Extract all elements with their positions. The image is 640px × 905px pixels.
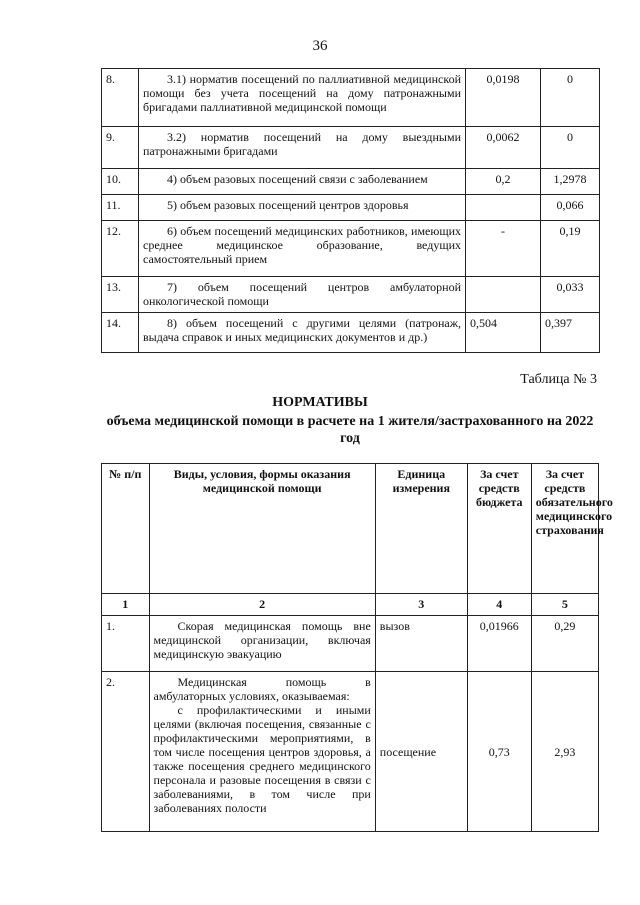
row-description: 8) объем посещений с другими целями (патронаж, выдача справок и иных медицинских документов и др.) xyxy=(139,313,466,353)
row-number: 11. xyxy=(102,195,139,221)
value-budget xyxy=(466,195,541,221)
row-description: Скорая медицинская помощь вне медицинской организации, включая медицинскую эвакуацию xyxy=(149,616,375,672)
value-budget: 0,2 xyxy=(466,169,541,195)
table-row xyxy=(102,313,600,353)
index-cell: 1 xyxy=(102,594,150,616)
row-number: 1. xyxy=(102,616,150,672)
header-budget: За счет средств бюджета xyxy=(467,464,531,594)
value-oms: 0,066 xyxy=(541,195,600,221)
row-description: 7) объем посещений центров амбулаторной онкологической помощи xyxy=(139,277,466,313)
value-budget xyxy=(466,277,541,313)
index-cell: 3 xyxy=(375,594,467,616)
table-row xyxy=(102,169,600,195)
row-unit: вызов xyxy=(375,616,467,672)
top-table xyxy=(101,68,600,353)
header-type: Виды, условия, формы оказания медицинской помощи xyxy=(149,464,375,594)
row-description: 3.2) норматив посещений на дому выездными патронажными бригадами xyxy=(139,127,466,169)
row-description-intro: Медицинская помощь в амбулаторных условиях, оказываемая: xyxy=(153,675,371,703)
value-oms: 0,397 xyxy=(541,313,600,353)
value-budget: 0,01966 xyxy=(467,616,531,672)
table-row xyxy=(102,195,600,221)
row-number: 13. xyxy=(102,277,139,313)
value-budget: 0,73 xyxy=(467,672,531,832)
header-number: № п/п xyxy=(102,464,150,594)
row-number: 8. xyxy=(102,69,139,127)
row-number: 10. xyxy=(102,169,139,195)
value-budget: - xyxy=(466,221,541,277)
row-number: 2. xyxy=(102,672,150,832)
value-oms: 0 xyxy=(541,69,600,127)
row-description: 6) объем посещений медицинских работников, имеющих среднее медицинское образование, ведущих самостоятельный прием xyxy=(139,221,466,277)
index-cell: 4 xyxy=(467,594,531,616)
page-number: 36 xyxy=(312,38,328,54)
table-row xyxy=(102,672,599,832)
value-oms: 0,29 xyxy=(531,616,598,672)
header-oms: За счет средств обязательного медицинского страхования xyxy=(531,464,598,594)
table-row xyxy=(102,277,600,313)
row-description-detail: с профилактическими и иными целями (включая посещения, связанные с профилактическими мероприятиями, в том числе посещения центров здоровья, а также посещения среднего медицинского персонала и разовые посещения в связи с заболеваниями, в том числе при заболеваниях полости xyxy=(153,703,371,815)
value-oms: 0,19 xyxy=(541,221,600,277)
value-budget: 0,0062 xyxy=(466,127,541,169)
row-number: 12. xyxy=(102,221,139,277)
table-index-row xyxy=(102,594,599,616)
page-subtitle: объема медицинской помощи в расчете на 1 жителя/застрахованного на 2022 год xyxy=(106,414,594,446)
table-row xyxy=(102,616,599,672)
table-row xyxy=(102,69,600,127)
index-cell: 5 xyxy=(531,594,598,616)
row-number: 9. xyxy=(102,127,139,169)
page-title: НОРМАТИВЫ xyxy=(272,395,368,410)
value-budget: 0,0198 xyxy=(466,69,541,127)
table-row xyxy=(102,127,600,169)
row-description xyxy=(149,672,375,832)
value-oms: 1,2978 xyxy=(541,169,600,195)
value-oms: 0,033 xyxy=(541,277,600,313)
table-header-row xyxy=(102,464,599,594)
value-oms: 0 xyxy=(541,127,600,169)
index-cell: 2 xyxy=(149,594,375,616)
row-description: 4) объем разовых посещений связи с заболеванием xyxy=(139,169,466,195)
row-description: 5) объем разовых посещений центров здоровья xyxy=(139,195,466,221)
row-unit: посещение xyxy=(375,672,467,832)
row-description: 3.1) норматив посещений по паллиативной медицинской помощи без учета посещений на дому патронажными бригадами паллиативной медицинской помощи xyxy=(139,69,466,127)
table-row xyxy=(102,221,600,277)
row-number: 14. xyxy=(102,313,139,353)
value-budget: 0,504 xyxy=(466,313,541,353)
value-oms: 2,93 xyxy=(531,672,598,832)
norms-table xyxy=(101,463,613,832)
header-unit: Единица измерения xyxy=(375,464,467,594)
table-label: Таблица № 3 xyxy=(520,372,597,387)
